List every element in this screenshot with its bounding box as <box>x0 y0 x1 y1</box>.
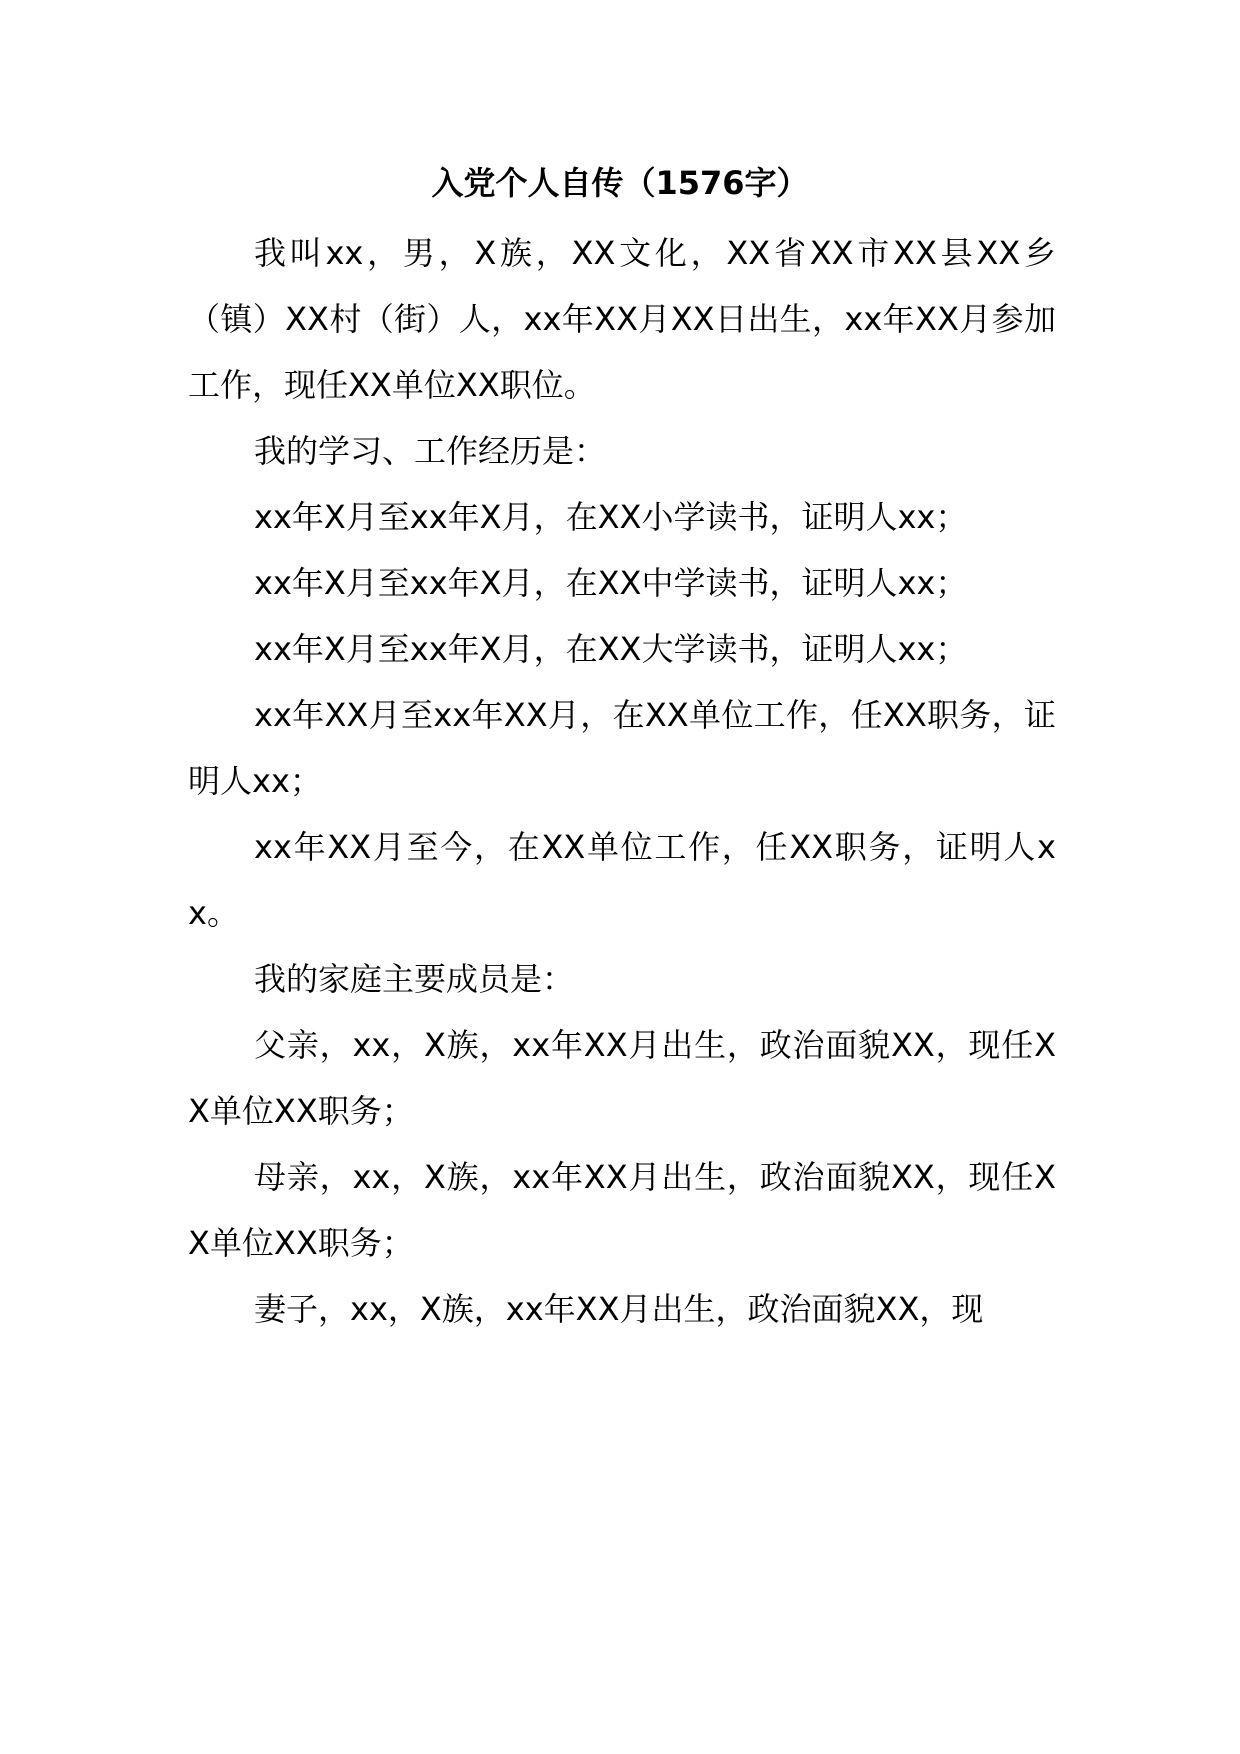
paragraph-primary-school: xx年X月至xx年X月，在XX小学读书，证明人xx； <box>254 498 968 536</box>
paragraph-mother: 母亲，xx，X族，xx年XX月出生，政治面貌XX，现任XX单位XX职务； <box>188 1158 1056 1262</box>
document-title: 入党个人自传（1576字） <box>431 164 809 202</box>
paragraph-family-heading: 我的家庭主要成员是： <box>254 960 575 998</box>
paragraph-personal-info: 我叫xx，男，X族，XX文化，XX省XX市XX县XX乡（镇）XX村（街）人，xx年XX月XX日出生，xx年XX月参加工作，现任XX单位XX职位。 <box>188 234 1056 404</box>
paragraph-current-work: xx年XX月至今，在XX单位工作，任XX职务，证明人xx。 <box>188 828 1056 932</box>
paragraph-middle-school: xx年X月至xx年X月，在XX中学读书，证明人xx； <box>254 564 968 602</box>
paragraph-father: 父亲，xx，X族，xx年XX月出生，政治面貌XX，现任XX单位XX职务； <box>188 1026 1056 1130</box>
paragraph-wife: 妻子，xx，X族，xx年XX月出生，政治面貌XX，现 <box>254 1290 984 1328</box>
paragraph-university: xx年X月至xx年X月，在XX大学读书，证明人xx； <box>254 630 968 668</box>
paragraph-experience-heading: 我的学习、工作经历是： <box>254 432 607 470</box>
paragraph-work-history: xx年XX月至xx年XX月，在XX单位工作，任XX职务，证明人xx； <box>188 696 1056 800</box>
document-body <box>188 220 1056 1342</box>
